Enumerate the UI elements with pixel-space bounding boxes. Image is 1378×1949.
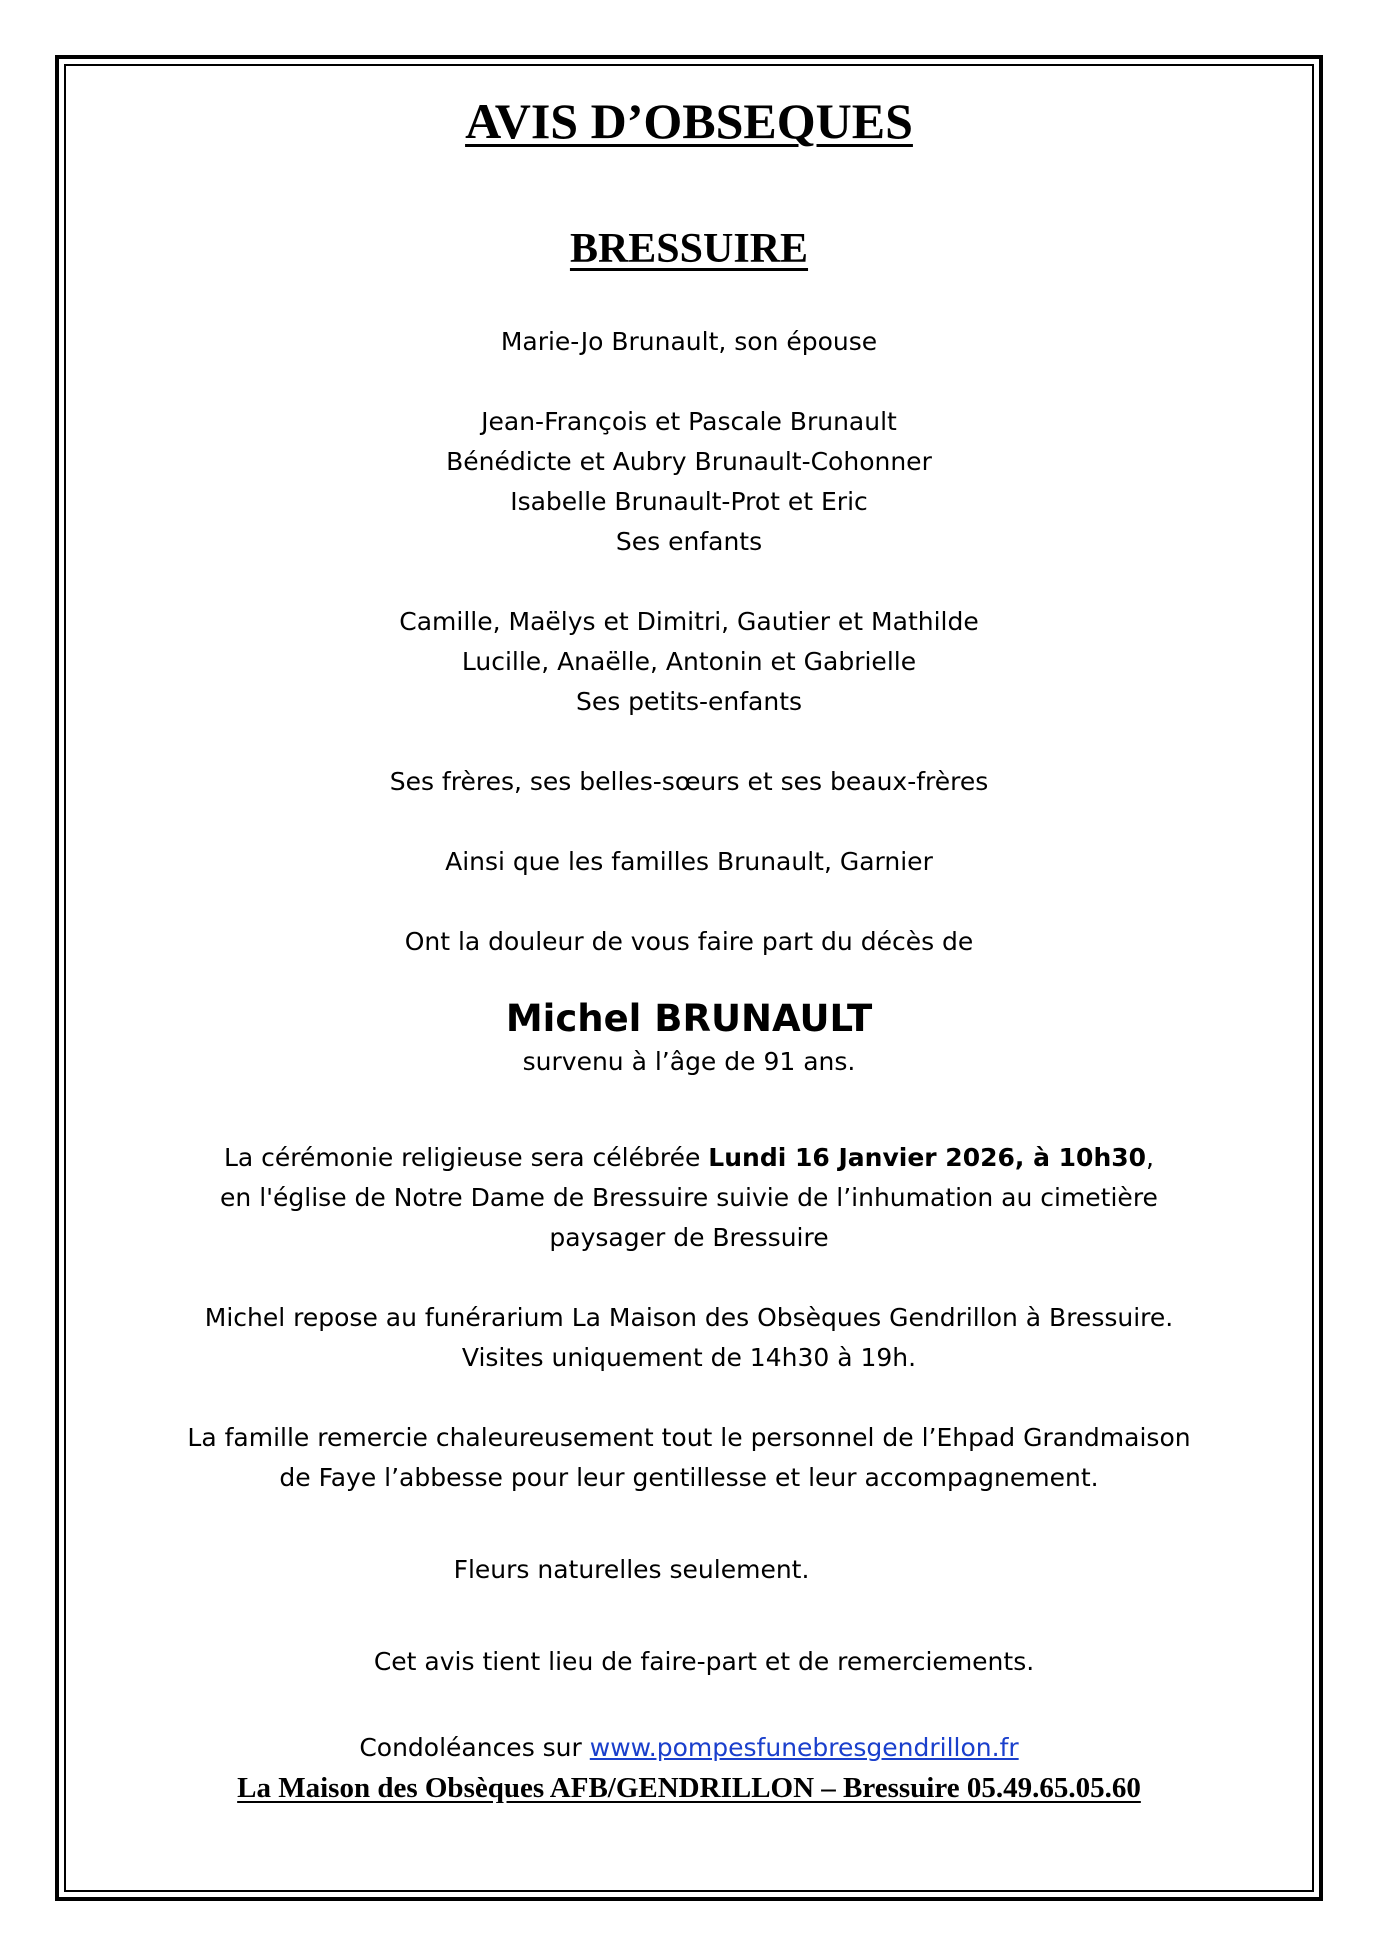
notice-title: AVIS D’OBSEQUES	[465, 93, 913, 149]
age-section	[64, 1042, 1314, 1082]
grandchild-line: Lucille, Anaëlle, Antonin et Gabrielle	[461, 647, 917, 676]
thanks-line-1: La famille remercie chaleureusement tout le personnel de l’Ehpad Grandmaison	[187, 1423, 1191, 1452]
ceremony-line-3: paysager de Bressuire	[549, 1223, 829, 1252]
child-line: Jean-François et Pascale Brunault	[481, 407, 897, 436]
ceremony-suffix: ,	[1146, 1143, 1154, 1172]
announcement-line: Ont la douleur de vous faire part du décès de	[404, 927, 974, 956]
ceremony-section	[64, 1138, 1314, 1498]
website-link[interactable]: www.pompesfunebresgendrillon.fr	[589, 1733, 1019, 1762]
child-line: Isabelle Brunault-Prot et Eric	[510, 487, 868, 516]
flowers-line: Fleurs naturelles seulement.	[453, 1555, 810, 1584]
ceremony-date: Lundi 16 Janvier 2026, à 10h30	[708, 1143, 1147, 1172]
grandchild-line: Camille, Maëlys et Dimitri, Gautier et Mathilde	[399, 607, 979, 636]
visitation-line-1: Michel repose au funérarium La Maison des Obsèques Gendrillon à Bressuire.	[204, 1303, 1174, 1332]
company-line: La Maison des Obsèques AFB/GENDRILLON – Bressuire 05.49.65.05.60	[237, 1772, 1141, 1804]
family-section	[64, 322, 1314, 962]
age-line: survenu à l’âge de 91 ans.	[522, 1047, 856, 1076]
ceremony-line-2: en l'église de Notre Dame de Bressuire suivie de l’inhumation au cimetière	[220, 1183, 1158, 1212]
child-line: Bénédicte et Aubry Brunault-Cohonner	[446, 447, 932, 476]
families-line: Ainsi que les familles Brunault, Garnier	[445, 847, 933, 876]
visitation-line-2: Visites uniquement de 14h30 à 19h.	[461, 1343, 917, 1372]
footer	[64, 1728, 1314, 1808]
ceremony-line-1	[64, 1138, 1314, 1178]
deceased-name: Michel BRUNAULT	[505, 997, 873, 1040]
thanks-line-2: de Faye l’abbesse pour leur gentillesse et leur accompagnement.	[279, 1463, 1099, 1492]
obituary-notice	[64, 64, 1314, 1808]
spouse-line: Marie-Jo Brunault, son épouse	[500, 327, 878, 356]
notice-section	[64, 1642, 1314, 1682]
children-label: Ses enfants	[615, 527, 763, 556]
ceremony-prefix: La cérémonie religieuse sera célébrée	[223, 1143, 709, 1172]
condolences-prefix: Condoléances sur	[359, 1733, 590, 1762]
city-heading: BRESSUIRE	[569, 226, 809, 272]
condolences-line	[64, 1728, 1314, 1768]
flowers-section	[64, 1550, 1314, 1590]
notice-line: Cet avis tient lieu de faire-part et de remerciements.	[373, 1647, 1035, 1676]
grandchildren-label: Ses petits-enfants	[575, 687, 803, 716]
siblings-line: Ses frères, ses belles-sœurs et ses beaux-frères	[389, 767, 989, 796]
